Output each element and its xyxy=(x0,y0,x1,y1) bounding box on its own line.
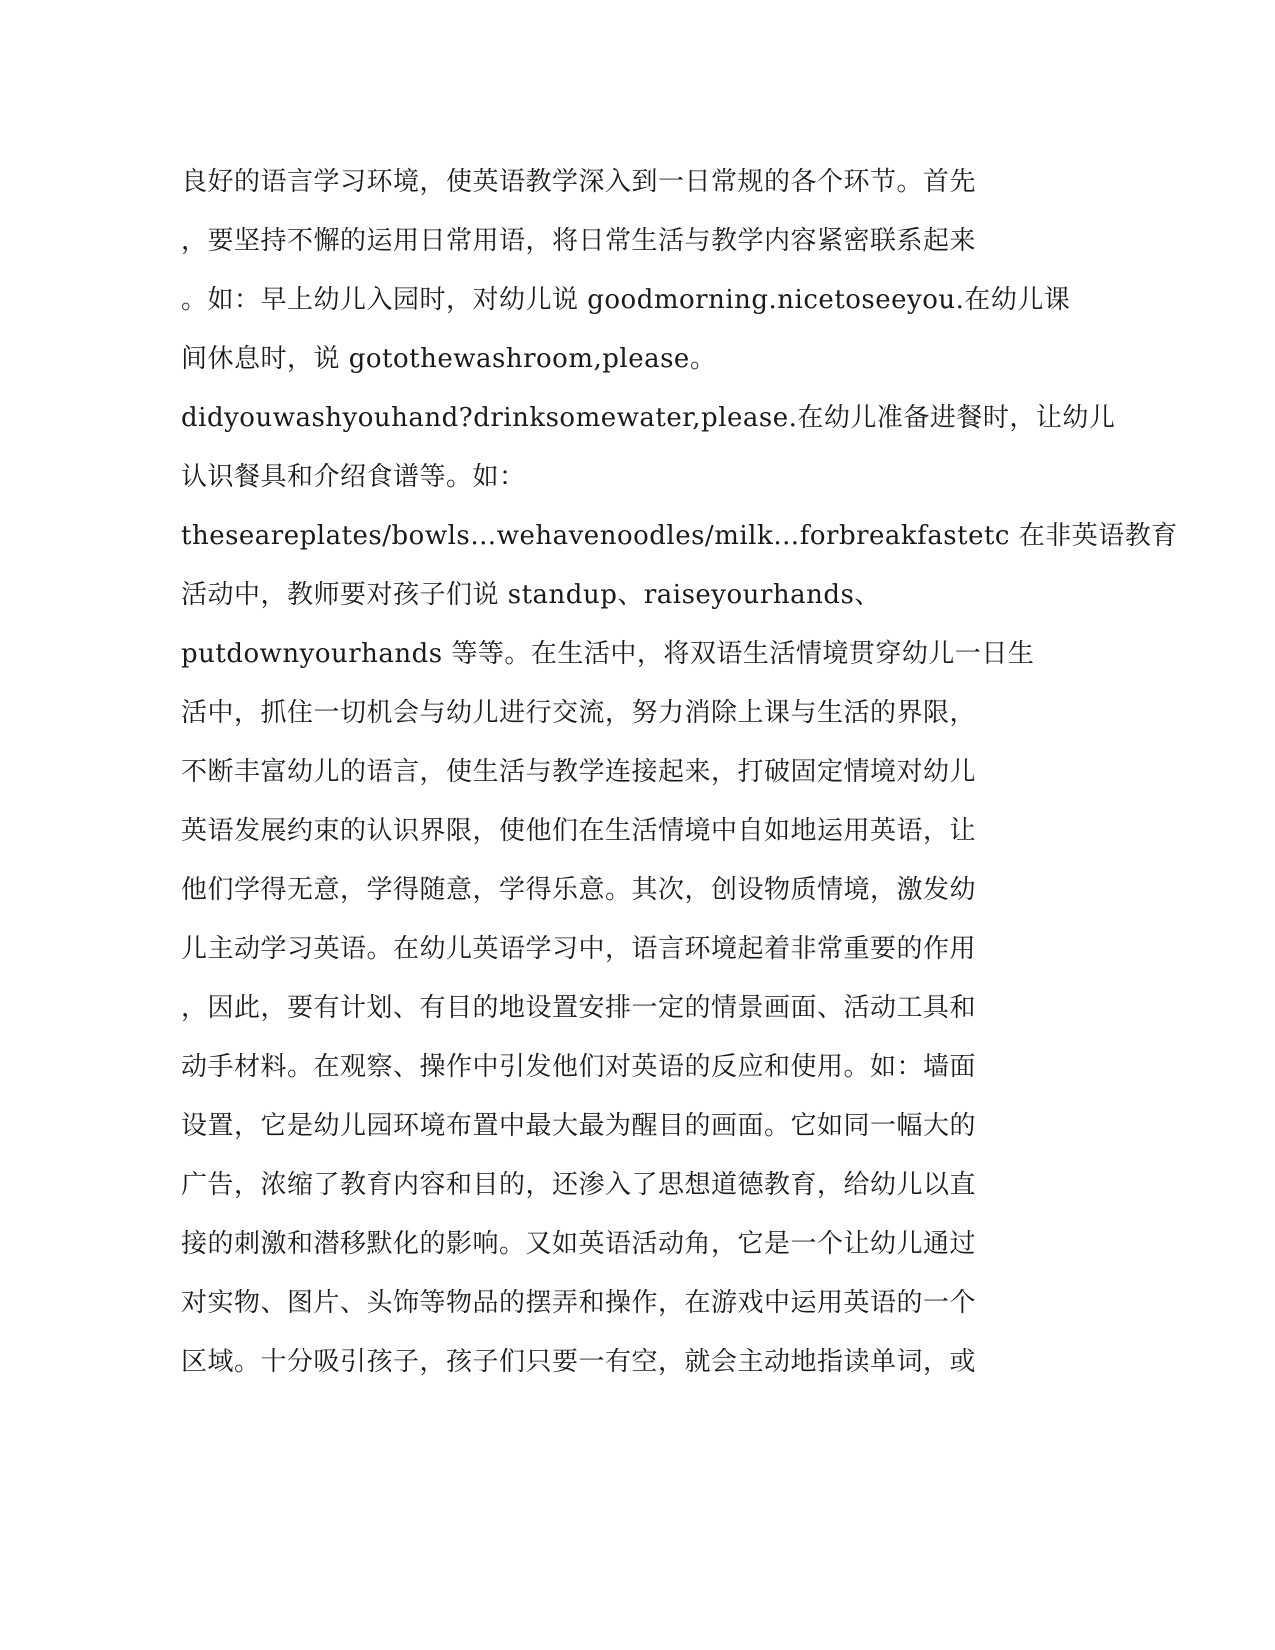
text-line: 。如：早上幼儿入园时，对幼儿说 goodmorning.nicetoseeyou.在幼儿课 xyxy=(181,285,1071,315)
text-line: 接的刺激和潜移默化的影响。又如英语活动角，它是一个让幼儿通过 xyxy=(181,1229,977,1259)
text-line: 动手材料。在观察、操作中引发他们对英语的反应和使用。如：墙面 xyxy=(181,1052,977,1082)
text-line: 儿主动学习英语。在幼儿英语学习中，语言环境起着非常重要的作用 xyxy=(181,934,977,964)
text-line: 间休息时，说 gotothewashroom,please。 xyxy=(181,344,717,374)
text-line: 英语发展约束的认识界限，使他们在生活情境中自如地运用英语，让 xyxy=(181,816,977,846)
text-line: 活动中，教师要对孩子们说 standup、raiseyourhands、 xyxy=(181,580,881,610)
text-line: 活中，抓住一切机会与幼儿进行交流，努力消除上课与生活的界限， xyxy=(181,698,977,728)
text-line: 良好的语言学习环境，使英语教学深入到一日常规的各个环节。首先 xyxy=(181,167,977,197)
text-line: ，要坚持不懈的运用日常用语，将日常生活与教学内容紧密联系起来 xyxy=(181,226,977,256)
text-line: didyouwashyouhand?drinksomewater,please.在幼儿准备进餐时，让幼儿 xyxy=(181,403,1116,433)
text-line: theseareplates/bowls…wehavenoodles/milk…forbreakfastetc 在非英语教育 xyxy=(181,521,1178,551)
text-line: putdownyourhands 等等。在生活中，将双语生活情境贯穿幼儿一日生 xyxy=(181,639,1035,669)
body-text xyxy=(181,160,1178,1399)
text-line: 对实物、图片、头饰等物品的摆弄和操作，在游戏中运用英语的一个 xyxy=(181,1288,977,1318)
text-line: 他们学得无意，学得随意，学得乐意。其次，创设物质情境，激发幼 xyxy=(181,875,977,905)
text-line: 不断丰富幼儿的语言，使生活与教学连接起来，打破固定情境对幼儿 xyxy=(181,757,977,787)
text-line: 区域。十分吸引孩子，孩子们只要一有空，就会主动地指读单词，或 xyxy=(181,1347,977,1377)
text-line: 广告，浓缩了教育内容和目的，还渗入了思想道德教育，给幼儿以直 xyxy=(181,1170,977,1200)
text-line: ，因此，要有计划、有目的地设置安排一定的情景画面、活动工具和 xyxy=(181,993,977,1023)
text-line: 认识餐具和介绍食谱等。如： xyxy=(181,462,526,492)
text-line: 设置，它是幼儿园环境布置中最大最为醒目的画面。它如同一幅大的 xyxy=(181,1111,977,1141)
